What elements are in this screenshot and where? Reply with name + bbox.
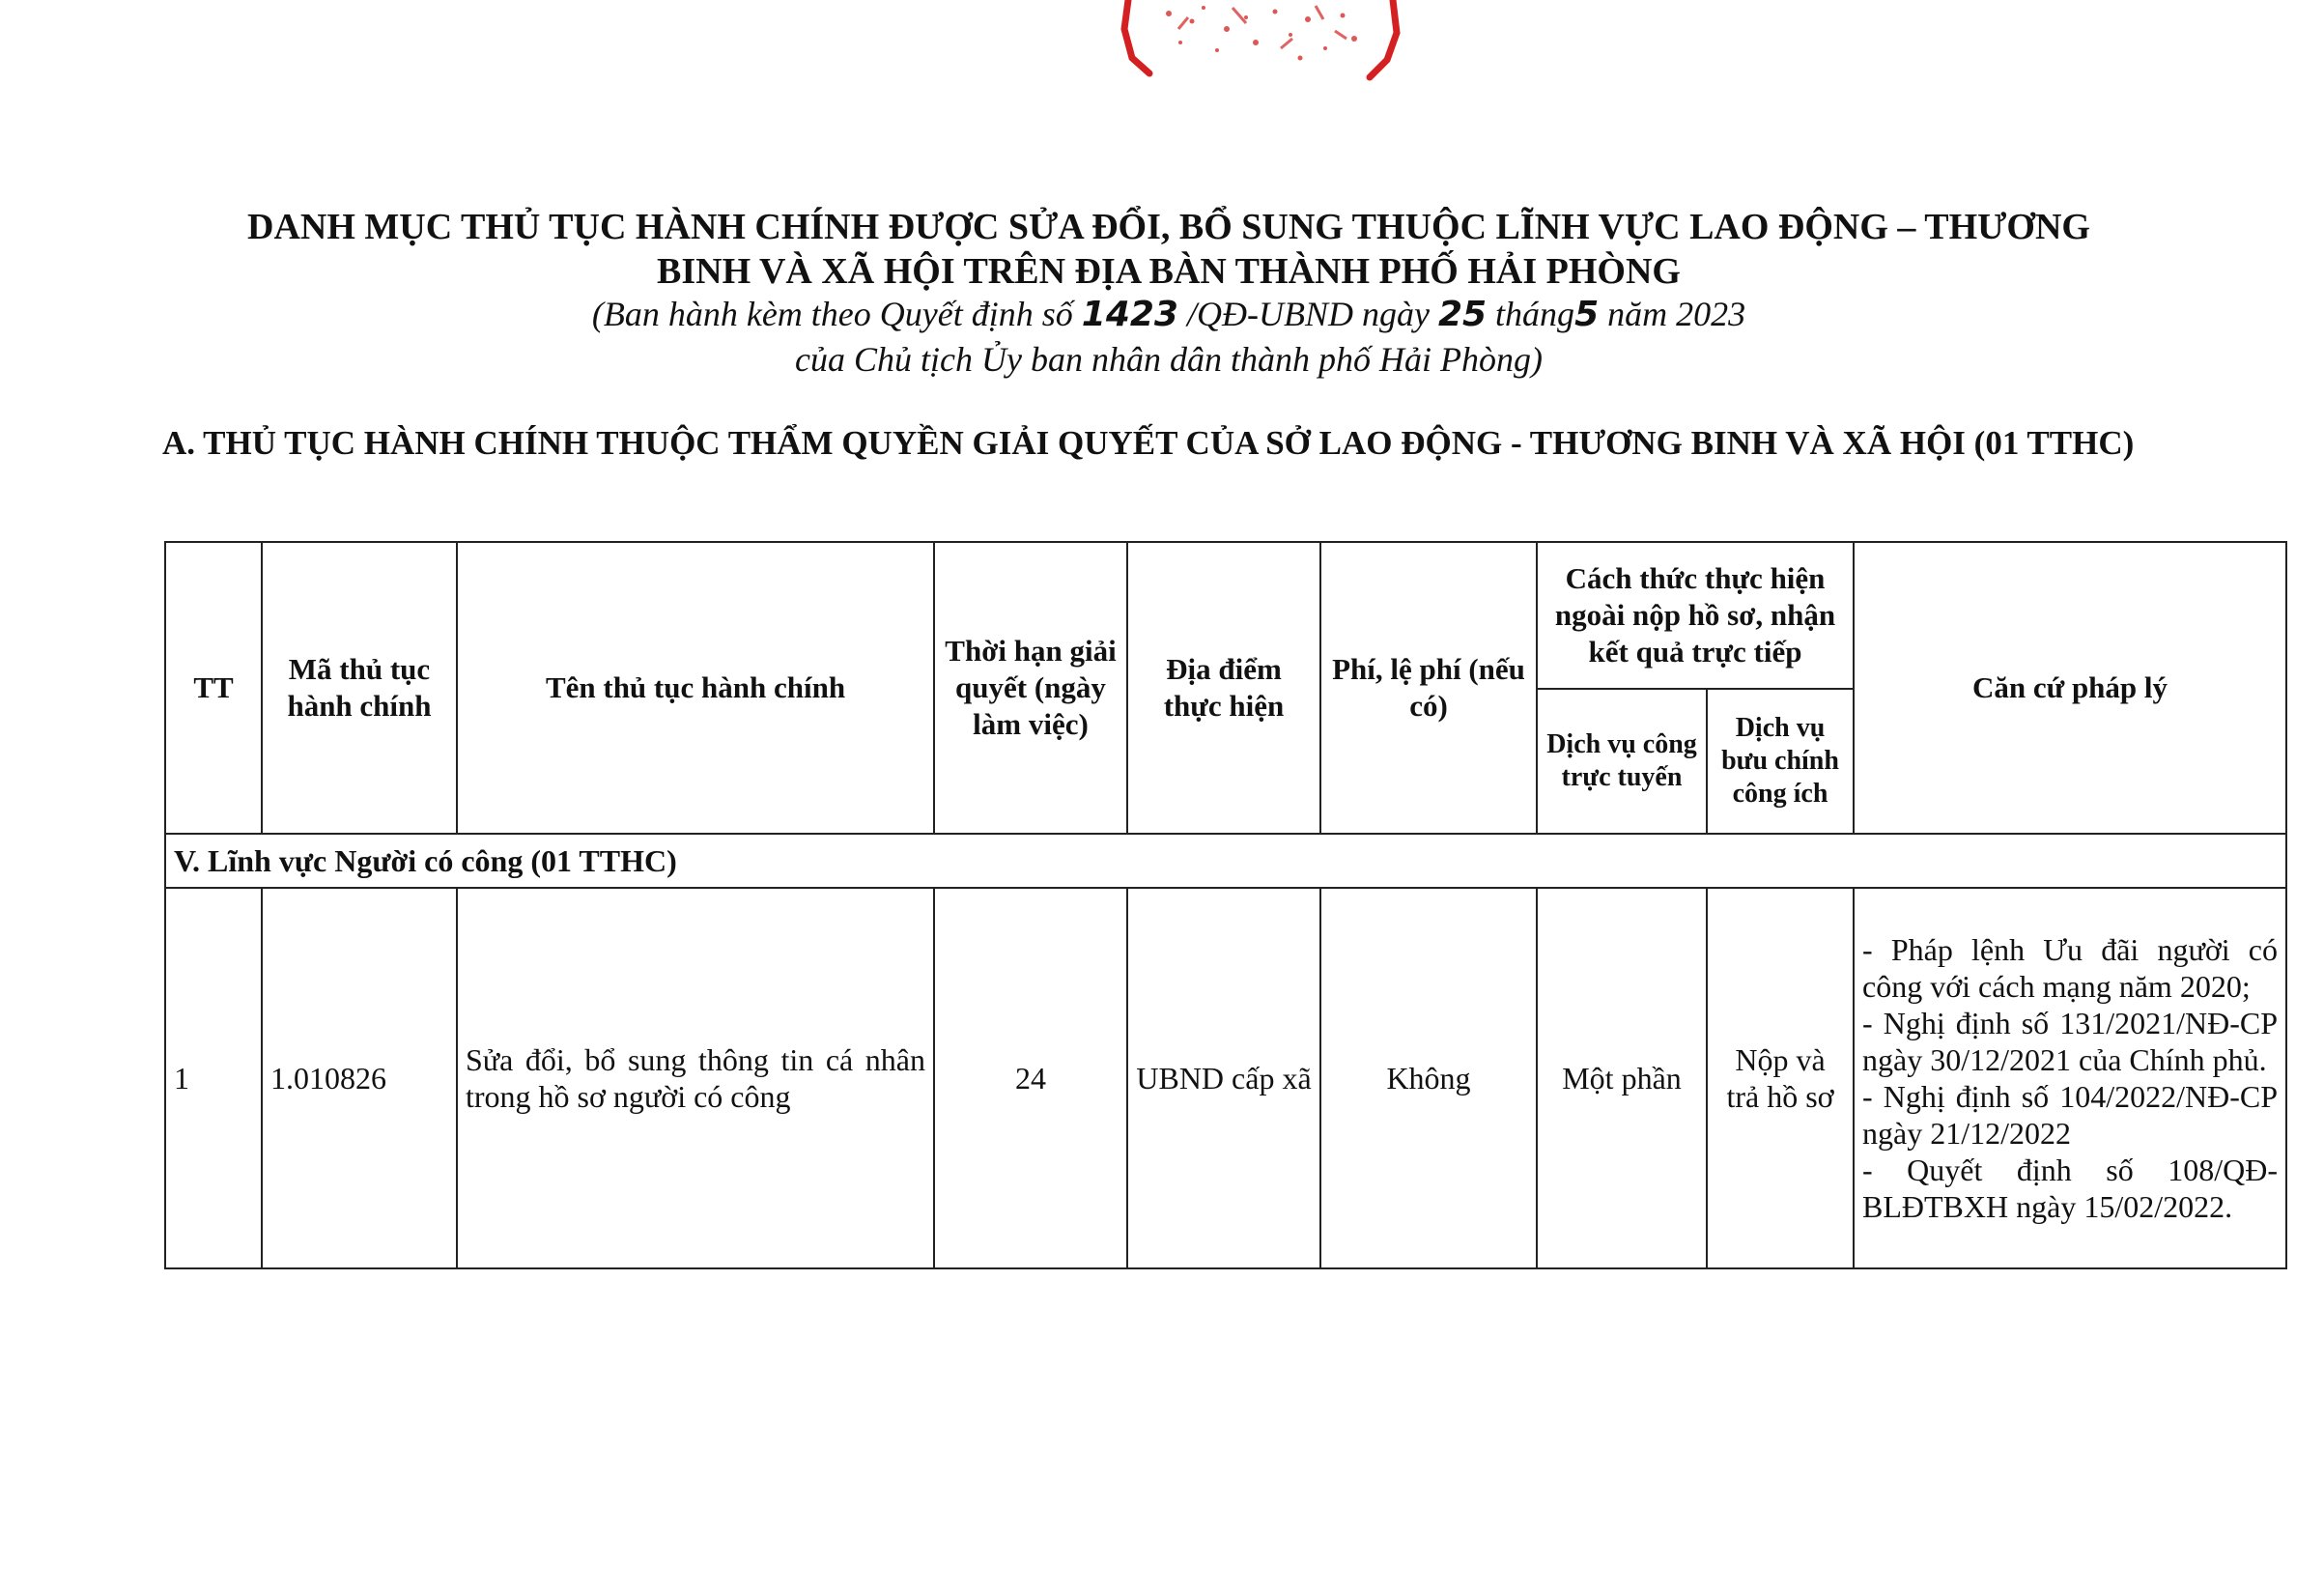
subtitle-mid-2: tháng [1495, 295, 1575, 333]
legal-basis-item: - Nghị định số 131/2021/NĐ-CP ngày 30/12/2021 của Chính phủ. [1862, 1006, 2278, 1077]
header-deadline: Thời hạn giải quyết (ngày làm việc) [934, 542, 1127, 834]
header-name: Tên thủ tục hành chính [457, 542, 934, 834]
decision-number: 1423 [1081, 295, 1178, 334]
section-heading: A. THỦ TỤC HÀNH CHÍNH THUỘC THẨM QUYỀN GIẢI QUYẾT CỦA SỞ LAO ĐỘNG - THƯƠNG BINH VÀ XÃ HỘI (01 TTHC) [162, 424, 2135, 462]
procedures-table [164, 541, 2287, 1269]
decision-day: 25 [1437, 295, 1488, 334]
cell-tt: 1 [165, 888, 262, 1268]
legal-basis-item: - Nghị định số 104/2022/NĐ-CP ngày 21/12/2022 [1862, 1079, 2278, 1151]
cell-legal [1854, 888, 2286, 1268]
header-legal: Căn cứ pháp lý [1854, 542, 2286, 834]
cell-online: Một phần [1537, 888, 1707, 1268]
header-online: Dịch vụ công trực tuyến [1537, 689, 1707, 834]
subtitle-prefix: (Ban hành kèm theo Quyết định số [591, 295, 1073, 333]
cell-postal: Nộp và trả hồ sơ [1707, 888, 1854, 1268]
title-line-2: BINH VÀ XÃ HỘI TRÊN ĐỊA BÀN THÀNH PHỐ HẢI PHÒNG [657, 251, 1681, 292]
subtitle-line-1 [155, 292, 2183, 337]
header-location: Địa điểm thực hiện [1127, 542, 1320, 834]
cell-fee: Không [1320, 888, 1537, 1268]
subtitle-line-2: của Chủ tịch Ủy ban nhân dân thành phố Hải Phòng) [795, 340, 1543, 379]
legal-basis-list [1862, 931, 2278, 1225]
header-code: Mã thủ tục hành chính [262, 542, 457, 834]
header-fee: Phí, lệ phí (nếu có) [1320, 542, 1537, 834]
cell-name: Sửa đổi, bổ sung thông tin cá nhân trong hồ sơ người có công [457, 888, 934, 1268]
subtitle-suffix: năm 2023 [1607, 295, 1746, 333]
subtitle-mid-1: /QĐ-UBND ngày [1186, 295, 1430, 333]
legal-basis-item: - Pháp lệnh Ưu đãi người có công với cách mạng năm 2020; [1862, 932, 2278, 1004]
header-postal: Dịch vụ bưu chính công ích [1707, 689, 1854, 834]
cell-location: UBND cấp xã [1127, 888, 1320, 1268]
header-tt: TT [165, 542, 262, 834]
document-subtitle [155, 292, 2183, 382]
legal-basis-item: - Quyết định số 108/QĐ-BLĐTBXH ngày 15/02/2022. [1862, 1153, 2278, 1224]
red-seal-stamp [1111, 0, 1410, 89]
document-title [155, 205, 2183, 294]
group-row-label: V. Lĩnh vực Người có công (01 TTHC) [165, 834, 2286, 888]
cell-code: 1.010826 [262, 888, 457, 1268]
header-method: Cách thức thực hiện ngoài nộp hồ sơ, nhận kết quả trực tiếp [1537, 542, 1854, 689]
decision-month: 5 [1574, 295, 1600, 334]
title-line-1: DANH MỤC THỦ TỤC HÀNH CHÍNH ĐƯỢC SỬA ĐỔI, BỔ SUNG THUỘC LĨNH VỰC LAO ĐỘNG – THƯƠNG [247, 207, 2090, 247]
table-row [165, 888, 2286, 1268]
cell-deadline: 24 [934, 888, 1127, 1268]
